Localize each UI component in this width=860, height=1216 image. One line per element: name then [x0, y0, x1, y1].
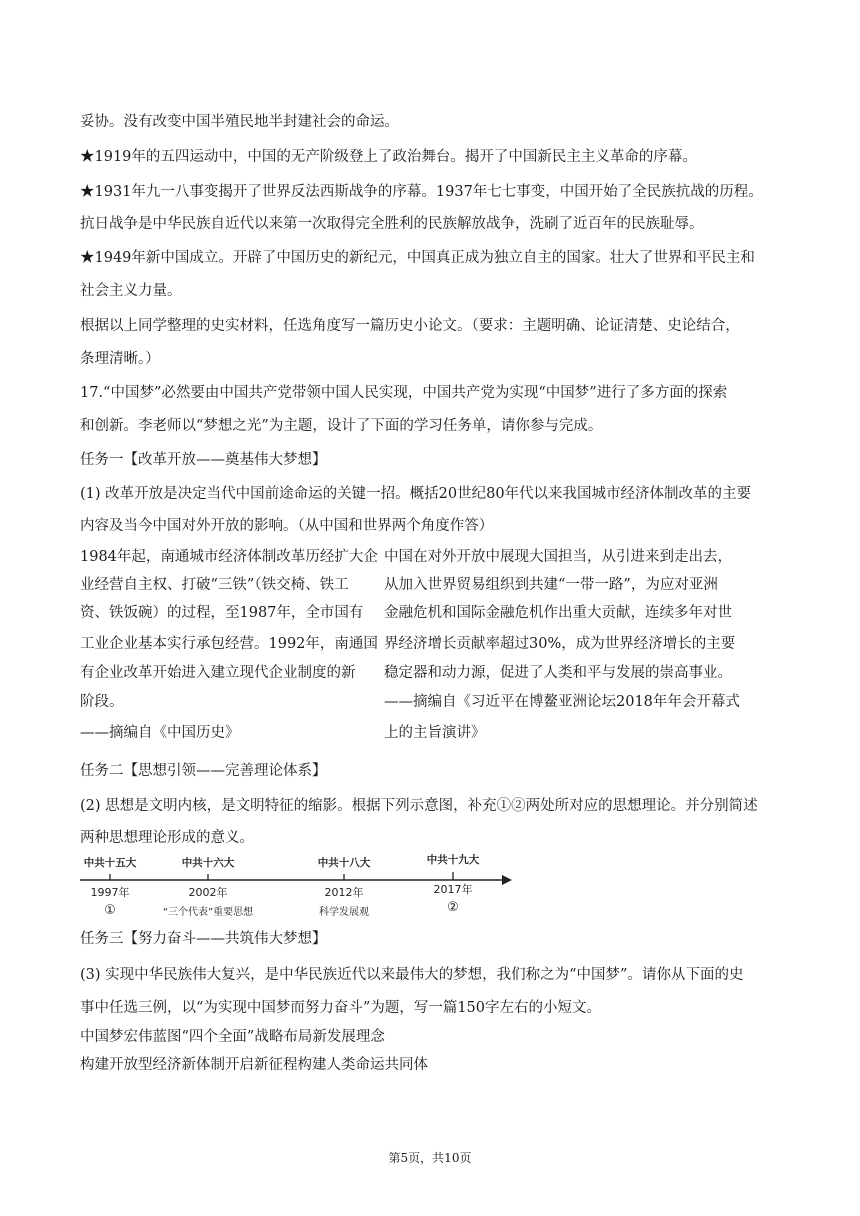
- timeline-theory: 科学发展观: [319, 907, 369, 918]
- material-line: 稳定器和动力源，促进了人类和平与发展的崇高事业。: [384, 665, 732, 681]
- text-line: ★1949年新中国成立。开辟了中国历史的新纪元，中国真正成为独立自主的国家。壮大了世界和平民主和: [80, 250, 755, 266]
- sub-question-2: (2) 思想是文明内核，是文明特征的缩影。根据下列示意图，补充①②两处所对应的思想理论。并分别简述: [80, 798, 758, 814]
- text-line: ★1919年的五四运动中，中国的无产阶级登上了政治舞台。揭开了中国新民主主义革命的序幕。: [80, 149, 697, 165]
- task2-heading: 任务二【思想引领——完善理论体系】: [80, 763, 327, 779]
- timeline-congress: 中共十九大: [426, 854, 480, 866]
- text-line: 和创新。李老师以“梦想之光”为主题，设计了下面的学习任务单，请你参与完成。: [80, 418, 603, 434]
- text-line: 内容及当今中国对外开放的影响。（从中国和世界两个角度作答）: [80, 518, 494, 534]
- timeline-theory: “三个代表”重要思想: [162, 907, 254, 918]
- timeline-congress: 中共十五大: [83, 857, 137, 869]
- question-17: 17.“中国梦”必然要由中国共产党带领中国人民实现，中国共产党为实现“中国梦”进行了多方面的探索: [80, 385, 728, 401]
- material-line: 业经营自主权、打破“三铁”（铁交椅、铁工: [80, 577, 349, 593]
- material-source: ——摘编自《中国历史》: [80, 725, 240, 741]
- timeline-year: 2002年: [188, 886, 228, 899]
- page-footer: 第5页，共10页: [388, 1151, 472, 1165]
- event-options: 构建开放型经济新体制开启新征程构建人类命运共同体: [80, 1057, 428, 1073]
- material-line: 金融危机和国际金融危机作出重大贡献，连续多年对世: [384, 605, 732, 621]
- text-line: 抗日战争是中华民族自近代以来第一次取得完全胜利的民族解放战争，洗刷了近百年的民族耻辱。: [80, 216, 704, 232]
- timeline-congress: 中共十八大: [317, 857, 371, 869]
- material-line: 1984年起，南通城市经济体制改革历经扩大企: [80, 549, 378, 565]
- timeline-diagram: [78, 850, 518, 930]
- task1-heading: 任务一【改革开放——奠基伟大梦想】: [80, 452, 327, 468]
- material-line: 有企业改革开始进入建立现代企业制度的新: [80, 665, 356, 681]
- material-source: 上的主旨演讲》: [384, 725, 486, 741]
- sub-question-1: (1) 改革开放是决定当代中国前途命运的关键一招。概括20世纪80年代以来我国城市经济体制改革的主要: [80, 486, 752, 502]
- task3-heading: 任务三【努力奋斗——共筑伟大梦想】: [80, 931, 327, 947]
- material-source: ——摘编自《习近平在博鳌亚洲论坛2018年年会开幕式: [384, 694, 740, 710]
- text-line: 社会主义力量。: [80, 283, 182, 299]
- material-line: 中国在对外开放中展现大国担当，从引进来到走出去，: [384, 549, 732, 565]
- event-options: 中国梦宏伟蓝图“四个全面”战略布局新发展理念: [80, 1029, 385, 1045]
- text-line: ★1931年九一八事变揭开了世界反法西斯战争的序幕。1937年七七事变，中国开始了全民族抗战的历程。: [80, 184, 763, 200]
- timeline-year: 2017年: [433, 883, 473, 896]
- text-line: 条理清晰。）: [80, 351, 160, 367]
- sub-question-3: (3) 实现中华民族伟大复兴，是中华民族近代以来最伟大的梦想，我们称之为“中国梦”。请你从下面的史: [80, 967, 744, 983]
- text-line: 事中任选三例，以“为实现中国梦而努力奋斗”为题，写一篇150字左右的小短文。: [80, 1000, 601, 1016]
- timeline-theory-blank: ②: [447, 900, 459, 915]
- material-line: 界经济增长贡献率超过30%，成为世界经济增长的主要: [384, 636, 736, 652]
- text-line: 两种思想理论形成的意义。: [80, 830, 254, 846]
- material-line: 资、铁饭碗）的过程，至1987年，全市国有: [80, 605, 364, 621]
- material-line: 阶段。: [80, 694, 124, 710]
- timeline-congress: 中共十六大: [181, 857, 235, 869]
- text-line: 根据以上同学整理的史实材料，任选角度写一篇历史小论文。（要求：主题明确、论证清楚、史论结合，: [80, 318, 740, 334]
- timeline-year: 2012年: [324, 886, 364, 899]
- material-line: 从加入世界贸易组织到共建“一带一路”，为应对亚洲: [384, 577, 718, 593]
- timeline-year: 1997年: [90, 886, 130, 899]
- timeline-theory-blank: ①: [104, 903, 116, 918]
- text-line: 妥协。没有改变中国半殖民地半封建社会的命运。: [80, 114, 399, 130]
- material-line: 工业企业基本实行承包经营。1992年，南通国: [80, 636, 378, 652]
